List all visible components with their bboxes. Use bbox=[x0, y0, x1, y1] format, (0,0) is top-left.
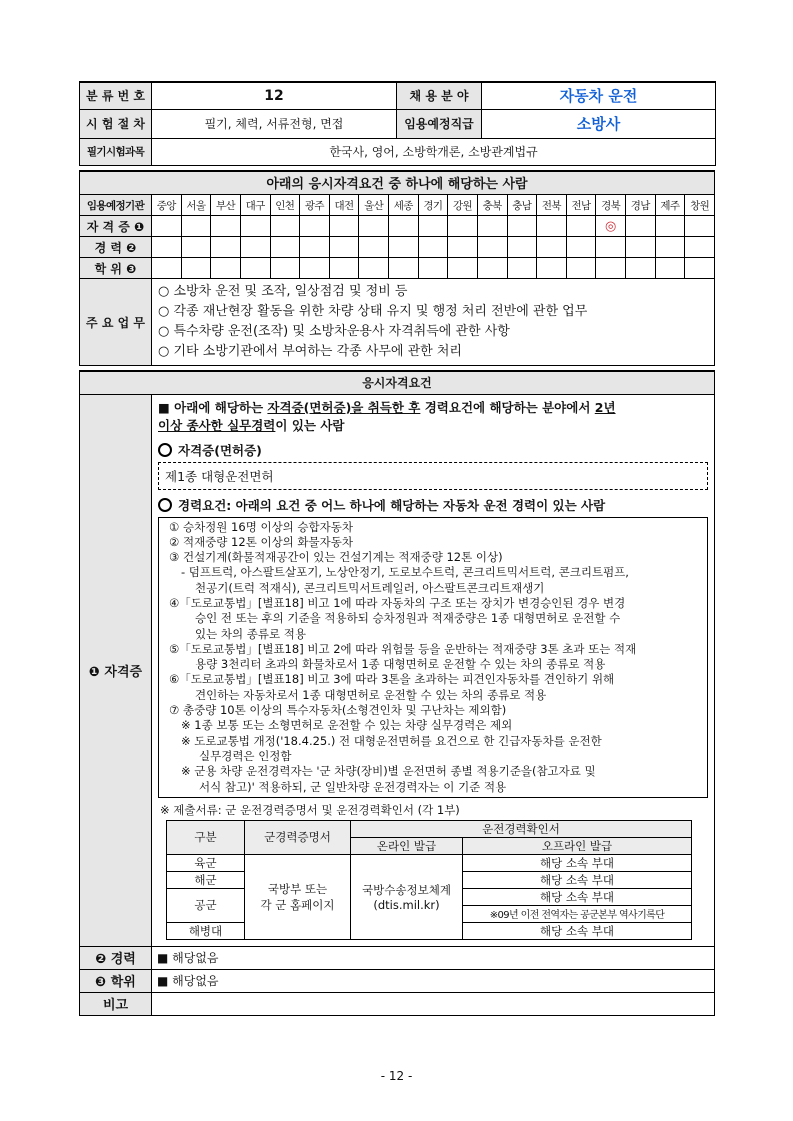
docs-header-offline: 오프라인 발급 bbox=[463, 837, 692, 854]
region-cell: 대구 bbox=[240, 195, 270, 216]
career-item: ⑦ 총중량 10톤 이상의 특수자동차(소형견인차 및 구난차는 제외함) bbox=[169, 703, 507, 718]
mark-cell bbox=[329, 216, 359, 237]
class-row bbox=[80, 82, 716, 109]
requirements-table bbox=[79, 370, 715, 1016]
region-cell: 부산 bbox=[211, 195, 241, 216]
remark-label: 비고 bbox=[80, 992, 152, 1015]
degree-row-label: 학 위 ❸ bbox=[80, 258, 152, 279]
mark-cell bbox=[389, 216, 419, 237]
regions-row bbox=[80, 195, 715, 216]
docs-offline-navy: 해당 소속 부대 bbox=[463, 871, 692, 888]
mark-cell bbox=[181, 216, 211, 237]
duties-row bbox=[80, 279, 715, 366]
mark-cell bbox=[211, 216, 241, 237]
career-note-cont: 서식 참고)' 적용하되, 군 일반차량 운전경력자는 이 기준 적용 bbox=[199, 779, 507, 794]
docs-header-confirm: 운전경력확인서 bbox=[351, 820, 692, 837]
subject-label: 필기시험과목 bbox=[80, 138, 152, 165]
degree-row bbox=[80, 258, 715, 279]
career-item-cont: 승인 전 또는 후의 기준을 적용하되 승차정원과 적재중량은 1종 대형면허로 운전할 수 bbox=[195, 611, 621, 626]
region-cell: 대전 bbox=[329, 195, 359, 216]
career-item: ⑤「도로교통법」[별표18] 비고 2에 따라 위험물 등을 운반하는 적재중량 3톤 초과 또는 적재 bbox=[169, 641, 637, 656]
mark-cell bbox=[359, 216, 389, 237]
mark-cell bbox=[270, 216, 300, 237]
career-detail-value: ■ 해당없음 bbox=[152, 946, 715, 969]
mark-cell bbox=[685, 216, 715, 237]
region-cell: 경남 bbox=[626, 195, 656, 216]
career-heading: 경력요건: 아래의 요건 중 어느 하나에 해당하는 자동차 운전 경력이 있는 사람 bbox=[158, 496, 708, 514]
eligibility-table bbox=[79, 170, 715, 367]
circle-bullet-icon bbox=[158, 498, 172, 512]
career-subitem: 천공기(트럭 적재식), 콘크리트믹서트레일러, 아스팔트콘크리트재생기 bbox=[195, 580, 545, 595]
region-cell: 충남 bbox=[507, 195, 537, 216]
career-note-cont: 실무경력은 인정함 bbox=[199, 748, 292, 763]
region-cell: 광주 bbox=[300, 195, 330, 216]
license-row bbox=[80, 216, 715, 237]
docs-offline-army: 해당 소속 부대 bbox=[463, 854, 692, 871]
region-cell: 전남 bbox=[566, 195, 596, 216]
document-page bbox=[79, 81, 715, 1016]
region-cell: 울산 bbox=[359, 195, 389, 216]
docs-header-div: 구분 bbox=[167, 820, 245, 854]
rank-label: 임용예정직급 bbox=[397, 109, 482, 138]
circle-bullet-icon bbox=[158, 443, 172, 457]
license-value-box: 제1종 대형운전면허 bbox=[158, 462, 708, 490]
mark-cell bbox=[448, 216, 478, 237]
region-cell: 강원 bbox=[448, 195, 478, 216]
mark-cell bbox=[537, 216, 567, 237]
docs-branch-army: 육군 bbox=[167, 854, 245, 871]
exam-label: 시 험 절 차 bbox=[80, 109, 152, 138]
remark-value bbox=[152, 992, 715, 1015]
region-cell: 경기 bbox=[418, 195, 448, 216]
license-detail-row bbox=[80, 394, 715, 946]
career-note: ※ 도로교통법 개정('18.4.25.) 전 대형운전면허를 요건으로 한 긴급자동차를 운전한 bbox=[181, 733, 602, 748]
eligibility-title: 아래의 응시자격요건 중 하나에 해당하는 사람 bbox=[80, 171, 715, 195]
docs-cert-value: 국방부 또는 각 군 홈페이지 bbox=[245, 854, 351, 939]
career-detail-row bbox=[80, 946, 715, 969]
career-item: ⑥「도로교통법」[별표18] 비고 3에 따라 3톤을 초과하는 피견인자동차를 견인하기 위해 bbox=[169, 672, 615, 687]
exam-value: 필기, 체력, 서류전형, 면접 bbox=[152, 109, 397, 138]
mark-cell bbox=[655, 216, 685, 237]
region-cell: 중앙 bbox=[152, 195, 182, 216]
region-cell: 세종 bbox=[389, 195, 419, 216]
job-table bbox=[79, 81, 716, 166]
career-item: ① 승차정원 16명 이상의 승합자동차 bbox=[169, 519, 353, 534]
career-item-cont: 있는 차의 종류로 적용 bbox=[195, 626, 306, 641]
career-row bbox=[80, 237, 715, 258]
career-item: ③ 건설기계(화물적재공간이 있는 건설기계는 적재중량 12톤 이상) bbox=[169, 550, 503, 565]
docs-offline-marine: 해당 소속 부대 bbox=[463, 922, 692, 939]
career-item-cont: 견인하는 자동차로서 1종 대형면허로 운전할 수 있는 차의 종류로 적용 bbox=[195, 687, 547, 702]
docs-table bbox=[166, 820, 692, 940]
docs-online-value: 국방수송정보체계 (dtis.mil.kr) bbox=[351, 854, 463, 939]
duty-item: ○ 특수차량 운전(조작) 및 소방차운용사 자격취득에 관한 사항 bbox=[158, 324, 510, 339]
subject-row bbox=[80, 138, 716, 165]
requirements-title: 응시자격요건 bbox=[80, 371, 715, 394]
page-number: - 12 - bbox=[380, 1069, 413, 1083]
career-item-cont: 용량 3천리터 초과의 화물차로서 1종 대형면허로 운전할 수 있는 차의 종류로 적용 bbox=[195, 657, 606, 672]
career-item: ④「도로교통법」[별표18] 비고 1에 따라 자동차의 구조 또는 장치가 변경승인된 경우 변경 bbox=[169, 595, 626, 610]
docs-branch-navy: 해군 bbox=[167, 871, 245, 888]
career-item: ② 적재중량 12톤 이상의 화물자동차 bbox=[169, 534, 353, 549]
rank-value: 소방사 bbox=[482, 109, 716, 138]
license-heading: 자격증(면허증) bbox=[158, 441, 708, 459]
license-detail bbox=[152, 394, 715, 946]
mark-cell bbox=[300, 216, 330, 237]
requirement-heading: ■ 아래에 해당하는 자격증(면허증)을 취득한 후 경력요건에 해당하는 분야에서 2년 이상 종사한 실무경력이 있는 사람 bbox=[158, 399, 616, 433]
remark-row bbox=[80, 992, 715, 1015]
career-detail-label: ❷ 경력 bbox=[80, 946, 152, 969]
region-cell: 창원 bbox=[685, 195, 715, 216]
exam-row bbox=[80, 109, 716, 138]
region-cell: 경북 bbox=[596, 195, 626, 216]
duty-item: ○ 소방차 운전 및 조작, 일상점검 및 정비 등 bbox=[158, 284, 408, 299]
mark-cell bbox=[152, 216, 182, 237]
region-cell: 충북 bbox=[477, 195, 507, 216]
docs-offline-airforce: 해당 소속 부대 bbox=[463, 888, 692, 905]
career-note: ※ 1종 보통 또는 소형면허로 운전할 수 있는 차량 실무경력은 제외 bbox=[181, 718, 513, 733]
docs-header-cert: 군경력증명서 bbox=[245, 820, 351, 854]
duty-item: ○ 각종 재난현장 활동을 위한 차량 상태 유지 및 행정 처리 전반에 관한 업무 bbox=[158, 304, 588, 319]
degree-detail-label: ❸ 학위 bbox=[80, 969, 152, 992]
region-cell: 인천 bbox=[270, 195, 300, 216]
region-cell: 전북 bbox=[537, 195, 567, 216]
field-value: 자동차 운전 bbox=[482, 82, 716, 109]
docs-note: ※ 제출서류: 군 운전경력증명서 및 운전경력확인서 (각 1부) bbox=[160, 802, 460, 817]
mark-cell bbox=[418, 216, 448, 237]
duty-item: ○ 기타 소방기관에서 부여하는 각종 사무에 관한 처리 bbox=[158, 344, 462, 359]
region-cell: 서울 bbox=[181, 195, 211, 216]
license-row-label: 자 격 증 ❶ bbox=[80, 216, 152, 237]
career-note: ※ 군용 차량 운전경력자는 '군 차량(장비)별 운전면허 종별 적용기준을(참고자료 및 bbox=[181, 764, 596, 779]
career-items-box bbox=[158, 517, 708, 798]
mark-cell bbox=[240, 216, 270, 237]
degree-detail-value: ■ 해당없음 bbox=[152, 969, 715, 992]
mark-cell bbox=[566, 216, 596, 237]
class-label: 분 류 번 호 bbox=[80, 82, 152, 109]
docs-header-online: 온라인 발급 bbox=[351, 837, 463, 854]
field-label: 채 용 분 야 bbox=[397, 82, 482, 109]
region-cell: 제주 bbox=[655, 195, 685, 216]
duties-list bbox=[152, 279, 715, 366]
class-value: 12 bbox=[152, 82, 397, 109]
degree-detail-row bbox=[80, 969, 715, 992]
docs-offline-airforce-note: ※09년 이전 전역자는 공군본부 역사기록단 bbox=[463, 905, 692, 922]
career-subitem: - 덤프트럭, 아스팔트살포기, 노상안정기, 도로보수트럭, 콘크리트믹서트럭, 콘크리트펌프, bbox=[181, 565, 629, 580]
subject-value: 한국사, 영어, 소방학개론, 소방관계법규 bbox=[152, 138, 716, 165]
agency-label: 임용예정기관 bbox=[80, 195, 152, 216]
mark-cell-gyeongbuk: ◎ bbox=[596, 216, 626, 237]
docs-branch-airforce: 공군 bbox=[167, 888, 245, 922]
career-row-label: 경 력 ❷ bbox=[80, 237, 152, 258]
mark-cell bbox=[477, 216, 507, 237]
duties-label: 주 요 업 무 bbox=[80, 279, 152, 366]
mark-cell bbox=[507, 216, 537, 237]
docs-branch-marine: 해병대 bbox=[167, 922, 245, 939]
license-detail-label: ❶ 자격증 bbox=[80, 394, 152, 946]
mark-cell bbox=[626, 216, 656, 237]
